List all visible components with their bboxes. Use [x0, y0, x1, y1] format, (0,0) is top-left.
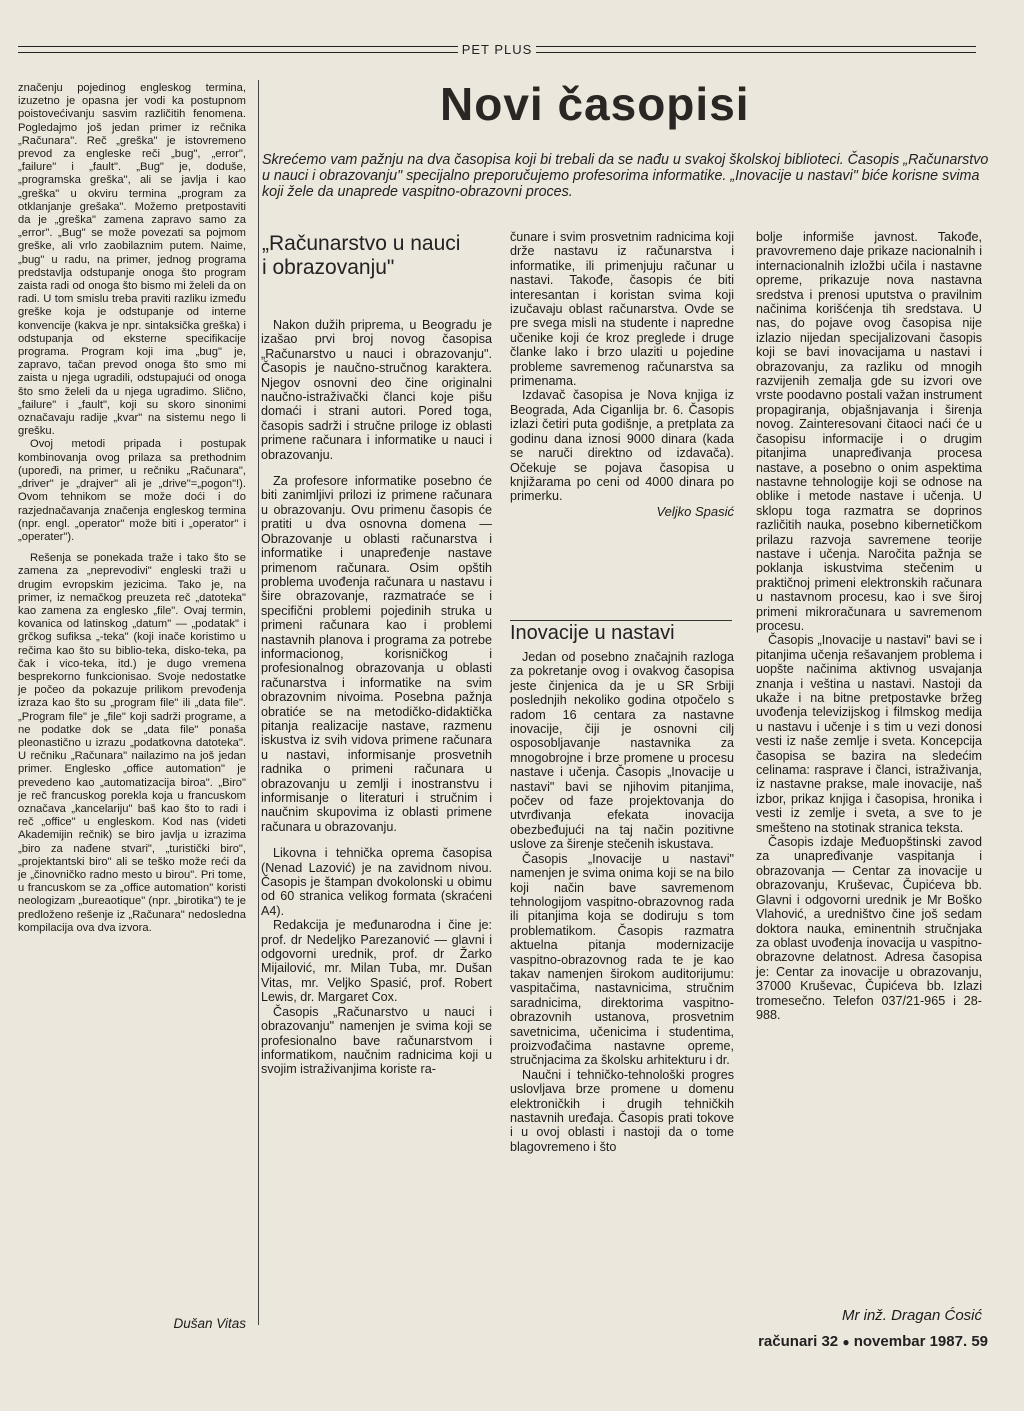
paragraph: Časopis „Inovacije u nastavi" namenjen je svima onima koji se na bilo koji način bave savremenom tehnologijom vaspitno-obrazovnog rada ili pitanjima koja se dodiruju s tom problematikom. Časopis razmatra aktuelna pitanja modernizacije vaspitno-obrazovnog rada te je kao takav namenjen širokom auditorijumu: vaspitačima, nastavnicima, stručnim saradnicima, direktorima vaspitno-obrazovnih ustanova, prosvetnim savetnicima, učenicima i studentima, proizvođačima nastavne opreme, stručnjacima za školsku arhitekturu i dr. [510, 851, 734, 1068]
column-divider [258, 80, 259, 1325]
paragraph: čunare i svim prosvetnim radnicima koji drže nastavu iz računarstva i informatike, ili primenjuju računar u nastavi. Takođe, časopis će biti interesantan i koristan svima koji izučavaju oblast računarstva. Ovde se pre svega misli na studente i napredne učenike koji će kroz preglede i druge članke lako i brzo ulaziti u pojedine probleme savremenog računarstva sa primenama. [510, 230, 734, 389]
article-column [261, 318, 492, 1077]
paragraph: Časopis izdaje Međuopštinski zavod za unapređivanje vaspitanja i obrazovanja — Centar za inovacije u obrazovanju, Kruševac, Čupićeva bb. Glavni i odgovorni urednik je Mr Boško Vlahović, a uredništvo čine još sedam doktora nauka, eminentnih stručnjaka za oblast uvođenja inovacija u vaspitno-obrazovne delatnost. Adresa časopisa je: Centar za inovacije u obrazovanju, 37000 Kruševac, Čupićeva bb. Izlazi tromesečno. Telefon 037/21-965 i 28-988. [756, 835, 982, 1022]
lede: Skrećemo vam pažnju na dva časopisa koji bi trebali da se nađu u svakoj školskoj biblioteci. Časopis „Računarstvo u nauci i obrazovanju" specijalno preporučujemo profesorima informatike. „Inovacije u nastavi" biće korisne svima koji žele da unaprede vaspitno-obrazovni proces. [262, 152, 989, 200]
article-column [510, 650, 734, 1154]
magazine-name: računari 32 [758, 1333, 839, 1350]
section-header [18, 40, 976, 58]
page-footer [708, 1333, 988, 1350]
issue-date: novembar 1987. [853, 1333, 968, 1350]
paragraph: Izdavač časopisa je Nova knjiga iz Beograda, Ada Ciganlija br. 6. Časopis izlazi četiri puta godišnje, a pretplata za godinu dana iznosi 9000 dinara (kada se naruči direktno od izdavača). Očekuje se pojava časopisa u knjižarama po ceni od 4000 dinara po primerku. [510, 388, 734, 504]
previous-article-column [18, 82, 246, 935]
header-rule-left [18, 46, 458, 53]
paragraph: Ovoj metodi pripada i postupak kombinovanja ovog prilaza sa prethodnim (upoređi, na primer, u rečniku „Računara", „driver" je „drajver" ali je „drive"=„pogon"!). Ovom tehnikom se može doći i do razjednačavanja značenja engleskog termina (npr. engl. „operator" može biti i „operator" i „operater"). [18, 438, 246, 543]
paragraph: Rešenja se ponekada traže i tako što se zamena za „neprevodivi" engleski traži u drugim evropskim jezicima. Tako je, na primer, iz nemačkog preuzeta reč „datoteka" kao zamena za englesko „file". Ovaj termin, kovanica od latinskog „datum" — „podatak" i grčkog sufiksa „-teka" (koji inače koristimo u rečima kao što su biblio-teka, disko-teka, pa čak i vico-teka, itd.) je dugo vremena besprekorno funkcionisao. Svoje nedostatke je počeo da pokazuje prilikom prevođenja izraza kao što su „program file" ili „data file". „Program file" je „file" koji sadrži programe, a ne podatke dok se „data file" ponaša pleonastično u izrazu „podatkovna datoteka". U rečniku „Računara" nailazimo na još jedan primer. Englesko „office automation" je prevedeno kao „automatizacija biroa". „Biro" je reč francuskog porekla koja u francuskom označava „kancelariju" baš kao što to radi i reč „office" u engleskom. Kod nas (videti Akademijin rečnik) se biro javlja u izrazima „biro za nađene stvari", „turistički biro", „projektantski biro" ali se teško može reći da je „činovničko radno mesto u birou". Pri tome, u francuskom se za „office automation" koristi neologizam „bureaotique" (npr. „birotika") te je predloženo rešenje iz „Računara" nedosledna kompilacija ova dva izvora. [18, 552, 246, 934]
page-title: Novi časopisi [440, 78, 750, 130]
paragraph: Za profesore informatike posebno će biti zanimljivi prilozi iz primene računara u obrazovanju. Ovu primenu časopis će pratiti u dva osnovna domena — Obrazovanje u oblasti računarstva i informatike i unapređenje nastave primenom računara. Osim opštih problema uvođenja računara u nastavu i šire obrazovanje, razmatraće se i specifični problemi pojedinih struka u primeni računara kao i problemi nastavnih planova i programa za potrebe informacionog, korisničkog i profesionalnog obrazovanja u oblasti računarstva i informatike na svim obrazovnim nivoima. Posebna pažnja obratiće se na metodičko-didaktička pitanja realizacije nastave, razmenu iskustva iz svih vidova primene računara u nastavi, informisanje prosvetnih radnika o primeni računara u obrazovanju u zemlji i inostranstvu i informisanje o literaturi i stručnim i naučnim skupovima iz oblasti primene računara u obrazovanju. [261, 474, 492, 834]
paragraph: značenju pojedinog engleskog termina, izuzetno je opasna jer vodi ka postupnom poistovećivanju sasvim različitih fenomena. Pogledajmo još jedan primer iz rečnika „Računara". Reč „greška" je istovremeno prevod za engleske reči „bug", „error", „failure" i „fault". „Bug" je, doduše, „programska greška", ali se javlja i kao „greška" u okviru termina „program za otklanjanje grešaka". Možemo pretpostaviti da je „greška" zamena zapravo samo za „error". „Bug" se može povezati sa pojmom greške, ali vrlo zaobilaznim putem. Naime, „bug" u radu, na primer, jednog programa predstavlja odstupanje onoga što program zaista radi od onoga što bismo mi želeli da on radi. U tom smislu treba praviti razliku između greške koja je odstupanje od interne konvencije (kakva je npr. sintaksička greška) i odstupanja od eksterne specifikacije programa. Program koji ima „bug" je, zapravo, tačan prevod onoga što smo mi zaista u njega ugradili, odstupajući od onoga što smo želeli da u njega ugradimo. Slično, „failure" i „fault", koji su skoro sinonimi označavaju radije „kvar" na sistemu nego li grešku. [18, 82, 246, 438]
paragraph: Nakon dužih priprema, u Beogradu je izašao prvi broj novog časopisa „Računarstvo u nauci i obrazovanju". Časopis je naučno-stručnog karaktera. Njegov osnovni deo čine originalni naučno-istraživački članci koje pišu domaći i strani autori. Pored toga, časopis sadrži i stručne priloge iz oblasti primene računara i informatike u nauci i obrazovanju. [261, 318, 492, 462]
header-rule-right [536, 46, 976, 53]
author-signature: Veljko Spasić [656, 503, 734, 519]
author-signature: Mr inž. Dragan Ćosić [841, 1307, 982, 1324]
article-column [756, 230, 982, 1022]
paragraph: Časopis „Računarstvo u nauci i obrazovanju" namenjen je svima koji se profesionalno bave računarstvom i informatikom, naučnim radnicima koji u svojim istraživanjima koriste ra- [261, 1004, 492, 1077]
section-rubric: PET PLUS [461, 41, 533, 57]
paragraph: bolje informiše javnost. Takođe, pravovremeno daje prikaze nacionalnih i internacionalnih izložbi učila i nastavne opreme, prikazuje nova nastavna sredstva i prenosi uputstva o pravilnim načinima korišćenja tih sredstava. U nas, do pojave ovog časopisa nije izlazio nijedan specijalizovani časopis koji se bavi inovacijama u nastavi i obrazovanju, za razliku od mnogih razvijenih zemalja gde su izvori ove vrste poodavno postali važan instrument propagiranja, objašnjavanja i širenja novog. Zainteresovani čitaoci naći će u časopisu informacije i o drugim pitanjima unapređivanja procesa nastave, a posebno o onim aspektima nastavne tehnologije koji se odnose na oblike i metode nastave i učenja. U sklopu toga razmatra se doprinos različitih nauka, posebno kibernetičkom prilazu razvoja savremene teorije nastave i učenja. Naročita pažnja se poklanja iskustvima stečenim u praktičnoj primeni elektronskih računara u nastavnom procesu, kao i sve široj primeni mikroračunara u savremenom procesu. [756, 230, 982, 633]
article-title: „Računarstvo u nauci i obrazovanju" [262, 232, 461, 279]
article-title: Inovacije u nastavi [510, 620, 732, 647]
article-column [510, 230, 734, 519]
page-number: 59 [971, 1333, 988, 1350]
paragraph: Časopis „Inovacije u nastavi" bavi se i pitanjima učenja rešavanjem problema i uopšte načinima aktivnog usvajanja znanja i veština u nastavi. Nastoji da ukaže i na bitne pretpostavke bržeg uvođenja televizijskog i filmskog medija u nastavu i učenje i s tim u vezi donosi vesti iz naše zemlje i sveta. Koncepcija časopisa se bazira na sledećim celinama: rasprave i članci, istraživanja, iz nastavne prakse, male inovacije, naš izbor, prikaz knjiga i časopisa, hronika i vesti iz zemlje i sveta, a sve to je smešteno na stotinak stranica teksta. [756, 633, 982, 835]
paragraph: Redakcija je međunarodna i čine je: prof. dr Nedeljko Parezanović — glavni i odgovorni urednik, prof. dr Žarko Mijailović, mr. Milan Tuba, mr. Dušan Vitas, mr. Veljko Spasić, prof. Robert Lewis, dr. Margaret Cox. [261, 918, 492, 1005]
author-signature: Dušan Vitas [173, 1316, 246, 1331]
paragraph: Likovna i tehnička oprema časopisa (Nenad Lazović) je na zavidnom nivou. Časopis je štampan dvokolonski u obimu od 60 stranica velikog formata (skraćeni A4). [261, 846, 492, 918]
paragraph: Jedan od posebno značajnih razloga za pokretanje ovog i ovakvog časopisa jeste činjenica da je u SR Srbiji poslednjih nekoliko godina otpočelo s radom 16 centara za nastavne inovacije, čiji je osnovni cilj osposobljavanje nastavnika za mnogobrojne i brze promene u procesu nastave i učenja. Časopis „Inovacije u nastavi" bavi se njihovim pitanjima, počev od faze projektovanja do utvrđivanja efekata inovacija obezbeđujući na taj način pozitivne uslove za širenje stečenih iskustava. [510, 650, 734, 852]
separator-dot: ● [842, 1335, 850, 1349]
paragraph: Naučni i tehničko-tehnološki progres uslovljava brze promene u domenu elektroničkih i drugih tehničkih nastavnih uređaja. Časopis prati tokove i u ovoj oblasti i nastoji da o tome blagovremeno i što [510, 1067, 734, 1154]
